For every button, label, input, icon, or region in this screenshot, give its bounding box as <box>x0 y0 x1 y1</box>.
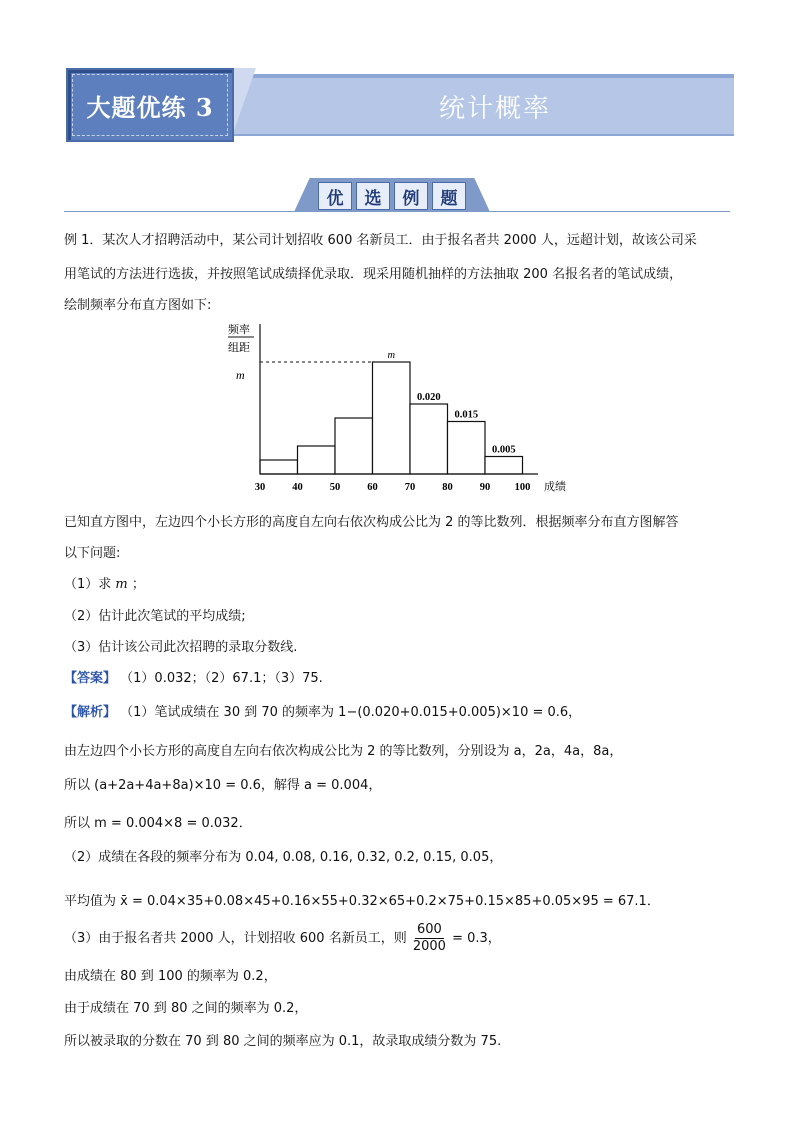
analysis-line-9: 由于成绩在 70 到 80 之间的频率为 0.2， <box>64 1001 308 1016</box>
analysis-text-7: （3）由于报名者共 2000 人，计划招收 600 名新员工，则 <box>64 931 407 946</box>
x-tick-label: 90 <box>479 482 491 493</box>
question-1-end: ； <box>131 577 145 592</box>
section-tab-char: 题 <box>432 182 466 210</box>
question-3: （3）估计该公司此次招聘的录取分数线. <box>64 640 298 655</box>
y-marker-label: m <box>236 368 245 382</box>
analysis-line-3: 所以 (a+2a+4a+8a)×10 = 0.6，解得 a = 0.004， <box>64 778 382 793</box>
histogram-bar <box>260 460 298 474</box>
section-tab-char: 例 <box>394 182 428 210</box>
x-tick-label: 70 <box>404 482 416 493</box>
histogram-bar <box>410 404 448 474</box>
analysis-line-10: 所以被录取的分数在 70 到 80 之间的频率应为 0.1，故录取成绩分数为 75. <box>64 1034 502 1049</box>
question-1-var: m <box>115 577 128 592</box>
answer-tag: 【答案】 <box>64 671 117 686</box>
problem-line-2: 用笔试的方法进行选拔，并按照笔试成绩择优录取．现采用随机抽样的方法抽取 200 名报名者的笔试成绩， <box>64 267 683 282</box>
fraction-denominator: 2000 <box>412 939 446 954</box>
problem-condition-line-1: 已知直方图中，左边四个小长方形的高度自左向右依次构成公比为 2 的等比数列．根据频率分布直方图解答 <box>64 515 679 530</box>
banner-subtitle: 统计概率 <box>438 93 551 124</box>
y-axis-label-top: 频率 <box>228 324 250 336</box>
bar-data-label: m <box>387 350 396 361</box>
analysis-tag: 【解析】 <box>64 705 117 720</box>
bar-data-label: 0.005 <box>491 444 516 456</box>
question-1 <box>64 576 145 594</box>
section-tab <box>314 182 470 212</box>
banner-title: 大题优练 3 <box>66 68 234 142</box>
question-2: （2）估计此次笔试的平均成绩; <box>64 609 246 624</box>
fraction <box>413 922 446 955</box>
problem-line-1: 例 1．某次人才招聘活动中，某公司计划招收 600 名新员工．由于报名者共 2000 人，远超计划，故该公司采 <box>64 233 697 248</box>
x-tick-label: 30 <box>254 482 266 493</box>
question-1-text: （1）求 <box>64 577 112 592</box>
header-banner <box>66 68 734 142</box>
histogram-bar <box>485 457 523 475</box>
analysis-line-5: （2）成绩在各段的频率分布为 0.04, 0.08, 0.16, 0.32, 0.2, 0.15, 0.05， <box>64 850 503 865</box>
y-axis-label-bottom: 组距 <box>228 342 250 354</box>
bar-data-label: 0.020 <box>416 392 441 403</box>
histogram-bar <box>298 446 336 474</box>
analysis-line-2: 由左边四个小长方形的高度自左向右依次构成公比为 2 的等比数列，分别设为 a，2a，4a，8a， <box>64 744 623 759</box>
frequency-histogram <box>210 318 590 498</box>
x-tick-label: 40 <box>292 482 303 493</box>
analysis-line-6: 平均值为 x̄ = 0.04×35+0.08×45+0.16×55+0.32×65+0.2×75+0.15×85+0.05×95 = 67.1． <box>64 894 660 909</box>
analysis-line-1 <box>64 704 581 722</box>
x-tick-label: 60 <box>367 482 378 493</box>
answer-text: （1）0.032；（2）67.1；（3）75. <box>120 671 323 686</box>
x-tick-label: 100 <box>514 482 531 493</box>
problem-line-3: 绘制频率分布直方图如下: <box>64 298 212 313</box>
fraction-numerator: 600 <box>416 922 442 937</box>
analysis-text-1: （1）笔试成绩在 30 到 70 的频率为 1−(0.020+0.015+0.005)×10 = 0.6， <box>120 705 582 720</box>
x-tick-label: 80 <box>442 482 453 493</box>
x-axis-label: 成绩 <box>544 481 566 493</box>
histogram-bar <box>335 418 373 474</box>
section-tab-char: 选 <box>356 182 390 210</box>
analysis-line-4: 所以 m = 0.004×8 = 0.032． <box>64 816 252 831</box>
bar-data-label: 0.015 <box>454 409 479 421</box>
analysis-text-7-end: = 0.3， <box>452 931 501 946</box>
section-tab-char: 优 <box>318 182 352 210</box>
x-tick-label: 50 <box>329 482 341 493</box>
analysis-line-8: 由成绩在 80 到 100 的频率为 0.2， <box>64 969 277 984</box>
analysis-line-7 <box>64 922 501 955</box>
answer-line <box>64 670 323 688</box>
histogram-bar <box>448 422 486 475</box>
problem-condition-line-2: 以下问题: <box>64 546 121 561</box>
histogram-bar <box>373 362 411 474</box>
